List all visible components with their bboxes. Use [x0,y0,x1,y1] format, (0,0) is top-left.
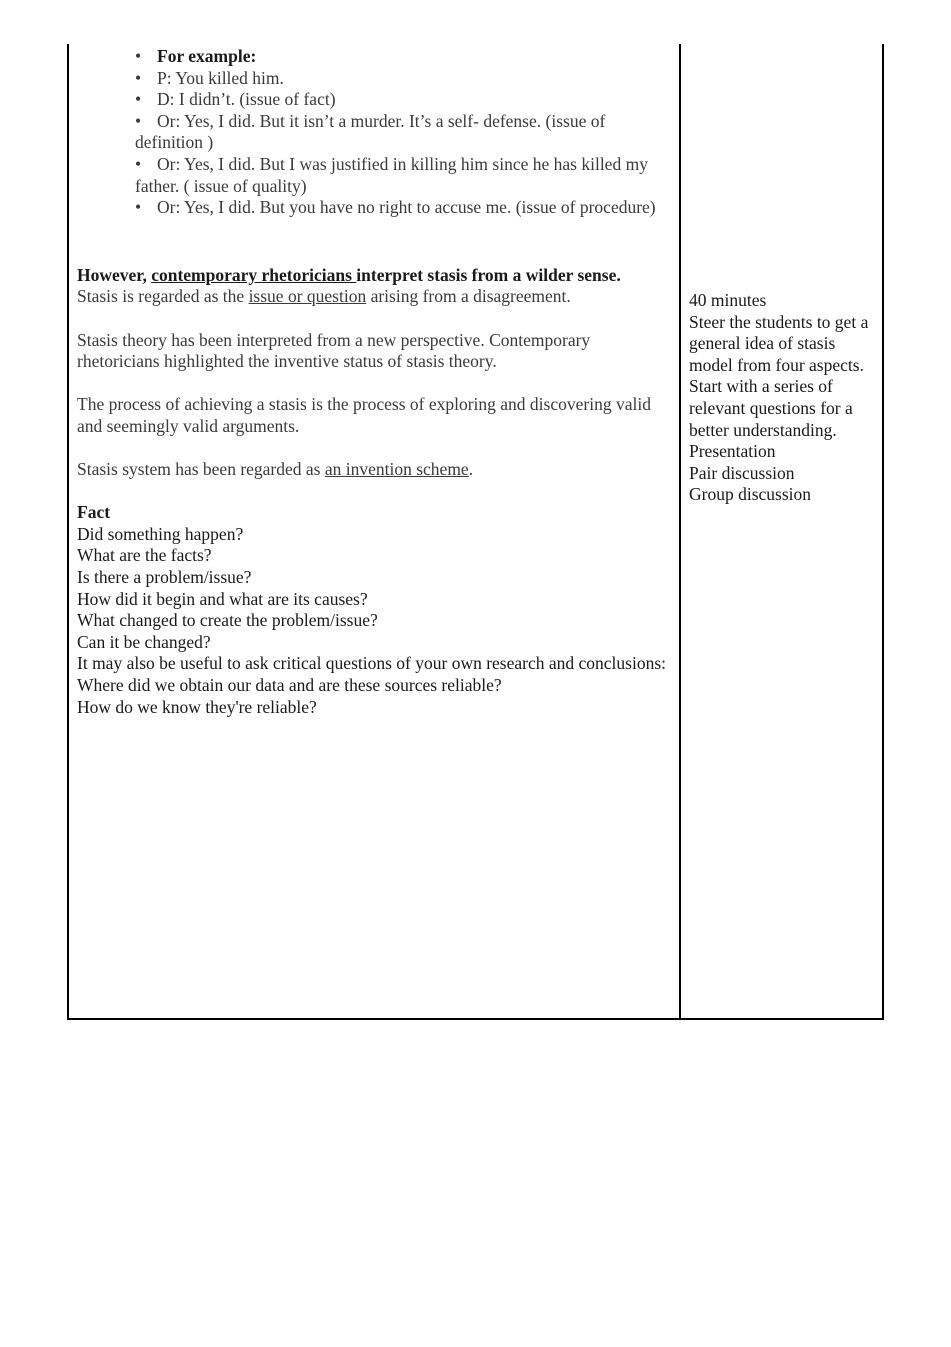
bullet-item: • Or: Yes, I did. But I was justified in killing him since he has killed my father. ( issue of quality) [135,153,648,196]
fact-heading: Fact [77,502,111,523]
bullet-item: • For example: [135,46,257,66]
fact-line: It may also be useful to ask critical questions of your own research and conclusions: [77,653,667,674]
fact-line: What changed to create the problem/issue? [77,610,378,631]
fact-line: Did something happen? [77,523,244,544]
fact-line: How do we know they're reliable? [77,696,317,717]
content-column [77,44,672,718]
activity-step: Steer the students to get a general idea of stasis model from four aspects. [689,311,869,375]
stasis-issue-paragraph: Stasis is regarded as the issue or question arising from a disagreement. [77,286,571,307]
table-bottom-border [67,1018,884,1020]
table-column-divider [679,44,681,1020]
lesson-plan-table [67,44,884,1020]
duration: 40 minutes [689,290,767,310]
table-right-border [882,44,884,1020]
fact-line: Is there a problem/issue? [77,567,252,588]
activity-step: Start with a series of relevant questions for a better understanding. [689,376,853,440]
bullet-item: • D: I didn’t. (issue of fact) [135,89,336,110]
activity-step: Pair discussion [689,462,795,483]
new-perspective-paragraph: Stasis theory has been interpreted from a new perspective. Contemporary rhetoricians highlighted the inventive status of stasis theory. [77,329,591,372]
activity-column [689,290,877,506]
bullet-item: • Or: Yes, I did. But it isn’t a murder. It’s a self- defense. (issue of definition ) [135,110,606,153]
bullet-item: • P: You killed him. [135,67,284,88]
table-left-border [67,44,69,1020]
however-heading: However, contemporary rhetoricians interpret stasis from a wilder sense. [77,264,621,285]
activity-step: Presentation [689,441,776,462]
fact-line: Can it be changed? [77,631,211,652]
fact-line: What are the facts? [77,545,212,566]
fact-question-list [77,524,672,718]
example-bullet-list [135,44,672,219]
fact-line: Where did we obtain our data and are these sources reliable? [77,675,502,696]
bullet-item: • Or: Yes, I did. But you have no right to accuse me. (issue of procedure) [135,197,656,218]
stasis-system-paragraph: Stasis system has been regarded as an invention scheme. [77,459,474,480]
process-paragraph: The process of achieving a stasis is the process of exploring and discovering valid and seemingly valid arguments. [77,394,651,436]
activity-step: Group discussion [689,484,812,505]
fact-line: How did it begin and what are its causes? [77,588,368,609]
